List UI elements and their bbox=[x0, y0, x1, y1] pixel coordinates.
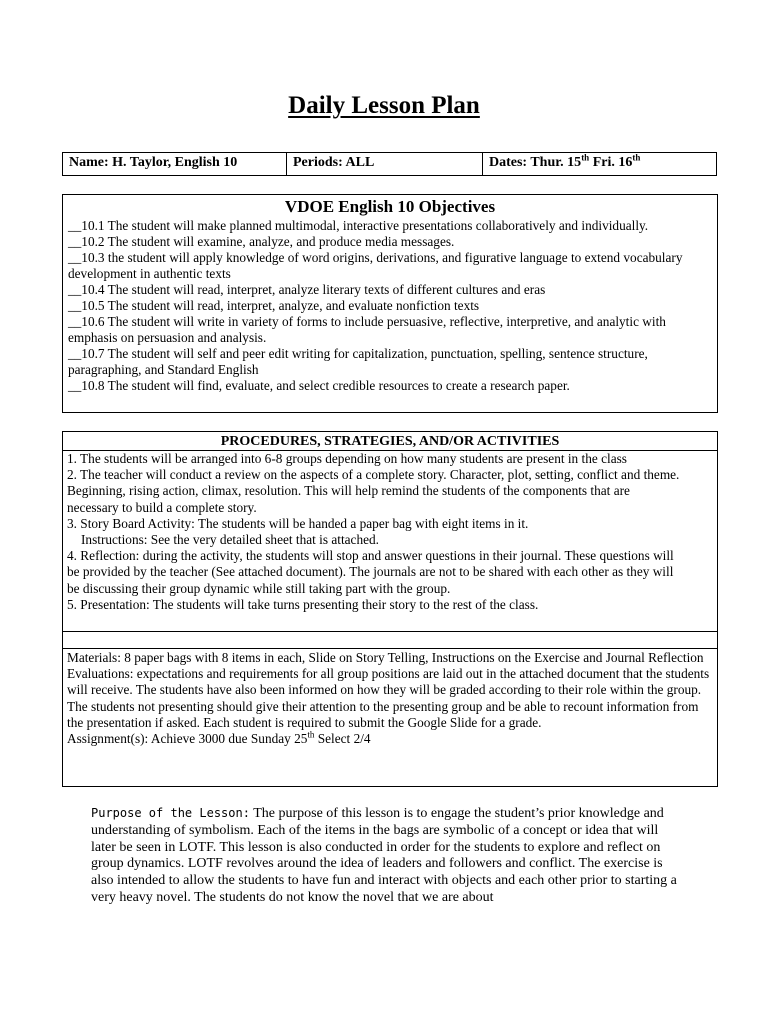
procedures-box bbox=[62, 431, 718, 649]
page-title: Daily Lesson Plan bbox=[288, 92, 480, 119]
procedures-title: PROCEDURES, STRATEGIES, AND/OR ACTIVITIES bbox=[63, 432, 717, 451]
procedure-line: be discussing their group dynamic while still taking part with the group. bbox=[67, 580, 451, 596]
objective-item: __10.1 The student will make planned multimodal, interactive presentations collaboratively and individually. bbox=[68, 218, 649, 233]
objective-item: __10.4 The student will read, interpret, analyze literary texts of different cultures and eras bbox=[68, 282, 546, 297]
objectives-box bbox=[62, 194, 718, 413]
periods-cell: Periods: ALL bbox=[287, 153, 483, 175]
procedure-line: be provided by the teacher (See attached document). The journals are not to be shared with each other as they will bbox=[67, 564, 674, 580]
lesson-header-table bbox=[62, 152, 717, 176]
procedure-line: 2. The teacher will conduct a review on the aspects of a complete story. Character, plot, setting, conflict and theme. bbox=[67, 467, 680, 483]
dates-sup-2: th bbox=[632, 152, 641, 163]
procedures-empty-row-divider bbox=[63, 631, 717, 632]
materials-box bbox=[62, 648, 718, 787]
procedure-line: Instructions: See the very detailed sheet that is attached. bbox=[81, 532, 379, 548]
assignment-prefix: Assignment(s): Achieve 3000 due Sunday 25 bbox=[67, 731, 308, 747]
procedure-line: 1. The students will be arranged into 6-8 groups depending on how many students are present in the class bbox=[67, 451, 627, 466]
materials-text: Materials: 8 paper bags with 8 items in each, Slide on Story Telling, Instructions on the Exercise and Journal Reflection bbox=[67, 650, 704, 665]
assignment-sup: th bbox=[307, 729, 315, 740]
dates-prefix: Dates: Thur. 15 bbox=[489, 155, 582, 170]
procedures-body bbox=[63, 451, 717, 613]
procedure-line: 5. Presentation: The students will take turns presenting their story to the rest of the class. bbox=[67, 596, 539, 612]
objective-item: __10.3 the student will apply knowledge of word origins, derivations, and figurative language to extend vocabulary development in authentic texts bbox=[68, 250, 683, 281]
evaluations-text: Evaluations: expectations and requirements for all group positions are laid out in the attached document that the students will receive. The students have also been informed on how they will be graded according to their role within the group. The students not presenting should give their attention to the presenting group and be able to recount information from the presentation if asked. Each student is required to submit the Google Slide for a grade. bbox=[67, 666, 710, 730]
purpose-paragraph bbox=[91, 805, 683, 907]
procedure-line: necessary to build a complete story. bbox=[67, 499, 257, 515]
objective-item: __10.8 The student will find, evaluate, and select credible resources to create a research paper. bbox=[68, 378, 570, 393]
dates-sup-1: th bbox=[581, 152, 590, 163]
dates-cell bbox=[483, 153, 716, 175]
purpose-text: The purpose of this lesson is to engage the student’s prior knowledge and understanding of symbolism. Each of the items in the bags are symbolic of a concept or idea that will later be seen in LOTF. This lesson is also conducted in order for the students to explore and reflect on group dynamics. LOTF revolves around the idea of leaders and followers and conflict. The exercise is also intended to allow the students to have fun and interact with objects and each other prior to starting a very heavy novel. The students do not know the novel that we are about bbox=[91, 806, 677, 905]
purpose-label: Purpose of the Lesson: bbox=[91, 806, 250, 820]
objectives-title: VDOE English 10 Objectives bbox=[284, 197, 496, 216]
procedure-line: Beginning, rising action, climax, resolution. This will help remind the students of the components that are bbox=[67, 483, 630, 499]
procedure-line: 3. Story Board Activity: The students will be handed a paper bag with eight items in it. bbox=[67, 515, 529, 531]
objective-item: __10.5 The student will read, interpret, analyze, and evaluate nonfiction texts bbox=[68, 298, 480, 313]
assignment-text bbox=[67, 731, 713, 747]
assignment-suffix: Select 2/4 bbox=[314, 731, 371, 747]
objective-item: __10.2 The student will examine, analyze, and produce media messages. bbox=[68, 234, 455, 249]
procedure-line: 4. Reflection: during the activity, the students will stop and answer questions in their journal. These questions will bbox=[67, 548, 674, 564]
objective-item: __10.6 The student will write in variety of forms to include persuasive, reflective, interpretive, and analytic with emphasis on persuasion and analysis. bbox=[68, 314, 666, 345]
objective-item: __10.7 The student will self and peer edit writing for capitalization, punctuation, spelling, sentence structure, paragraphing, and Standard English bbox=[68, 346, 648, 377]
teacher-name-cell: Name: H. Taylor, English 10 bbox=[63, 153, 287, 175]
dates-mid: Fri. 16 bbox=[589, 155, 633, 170]
